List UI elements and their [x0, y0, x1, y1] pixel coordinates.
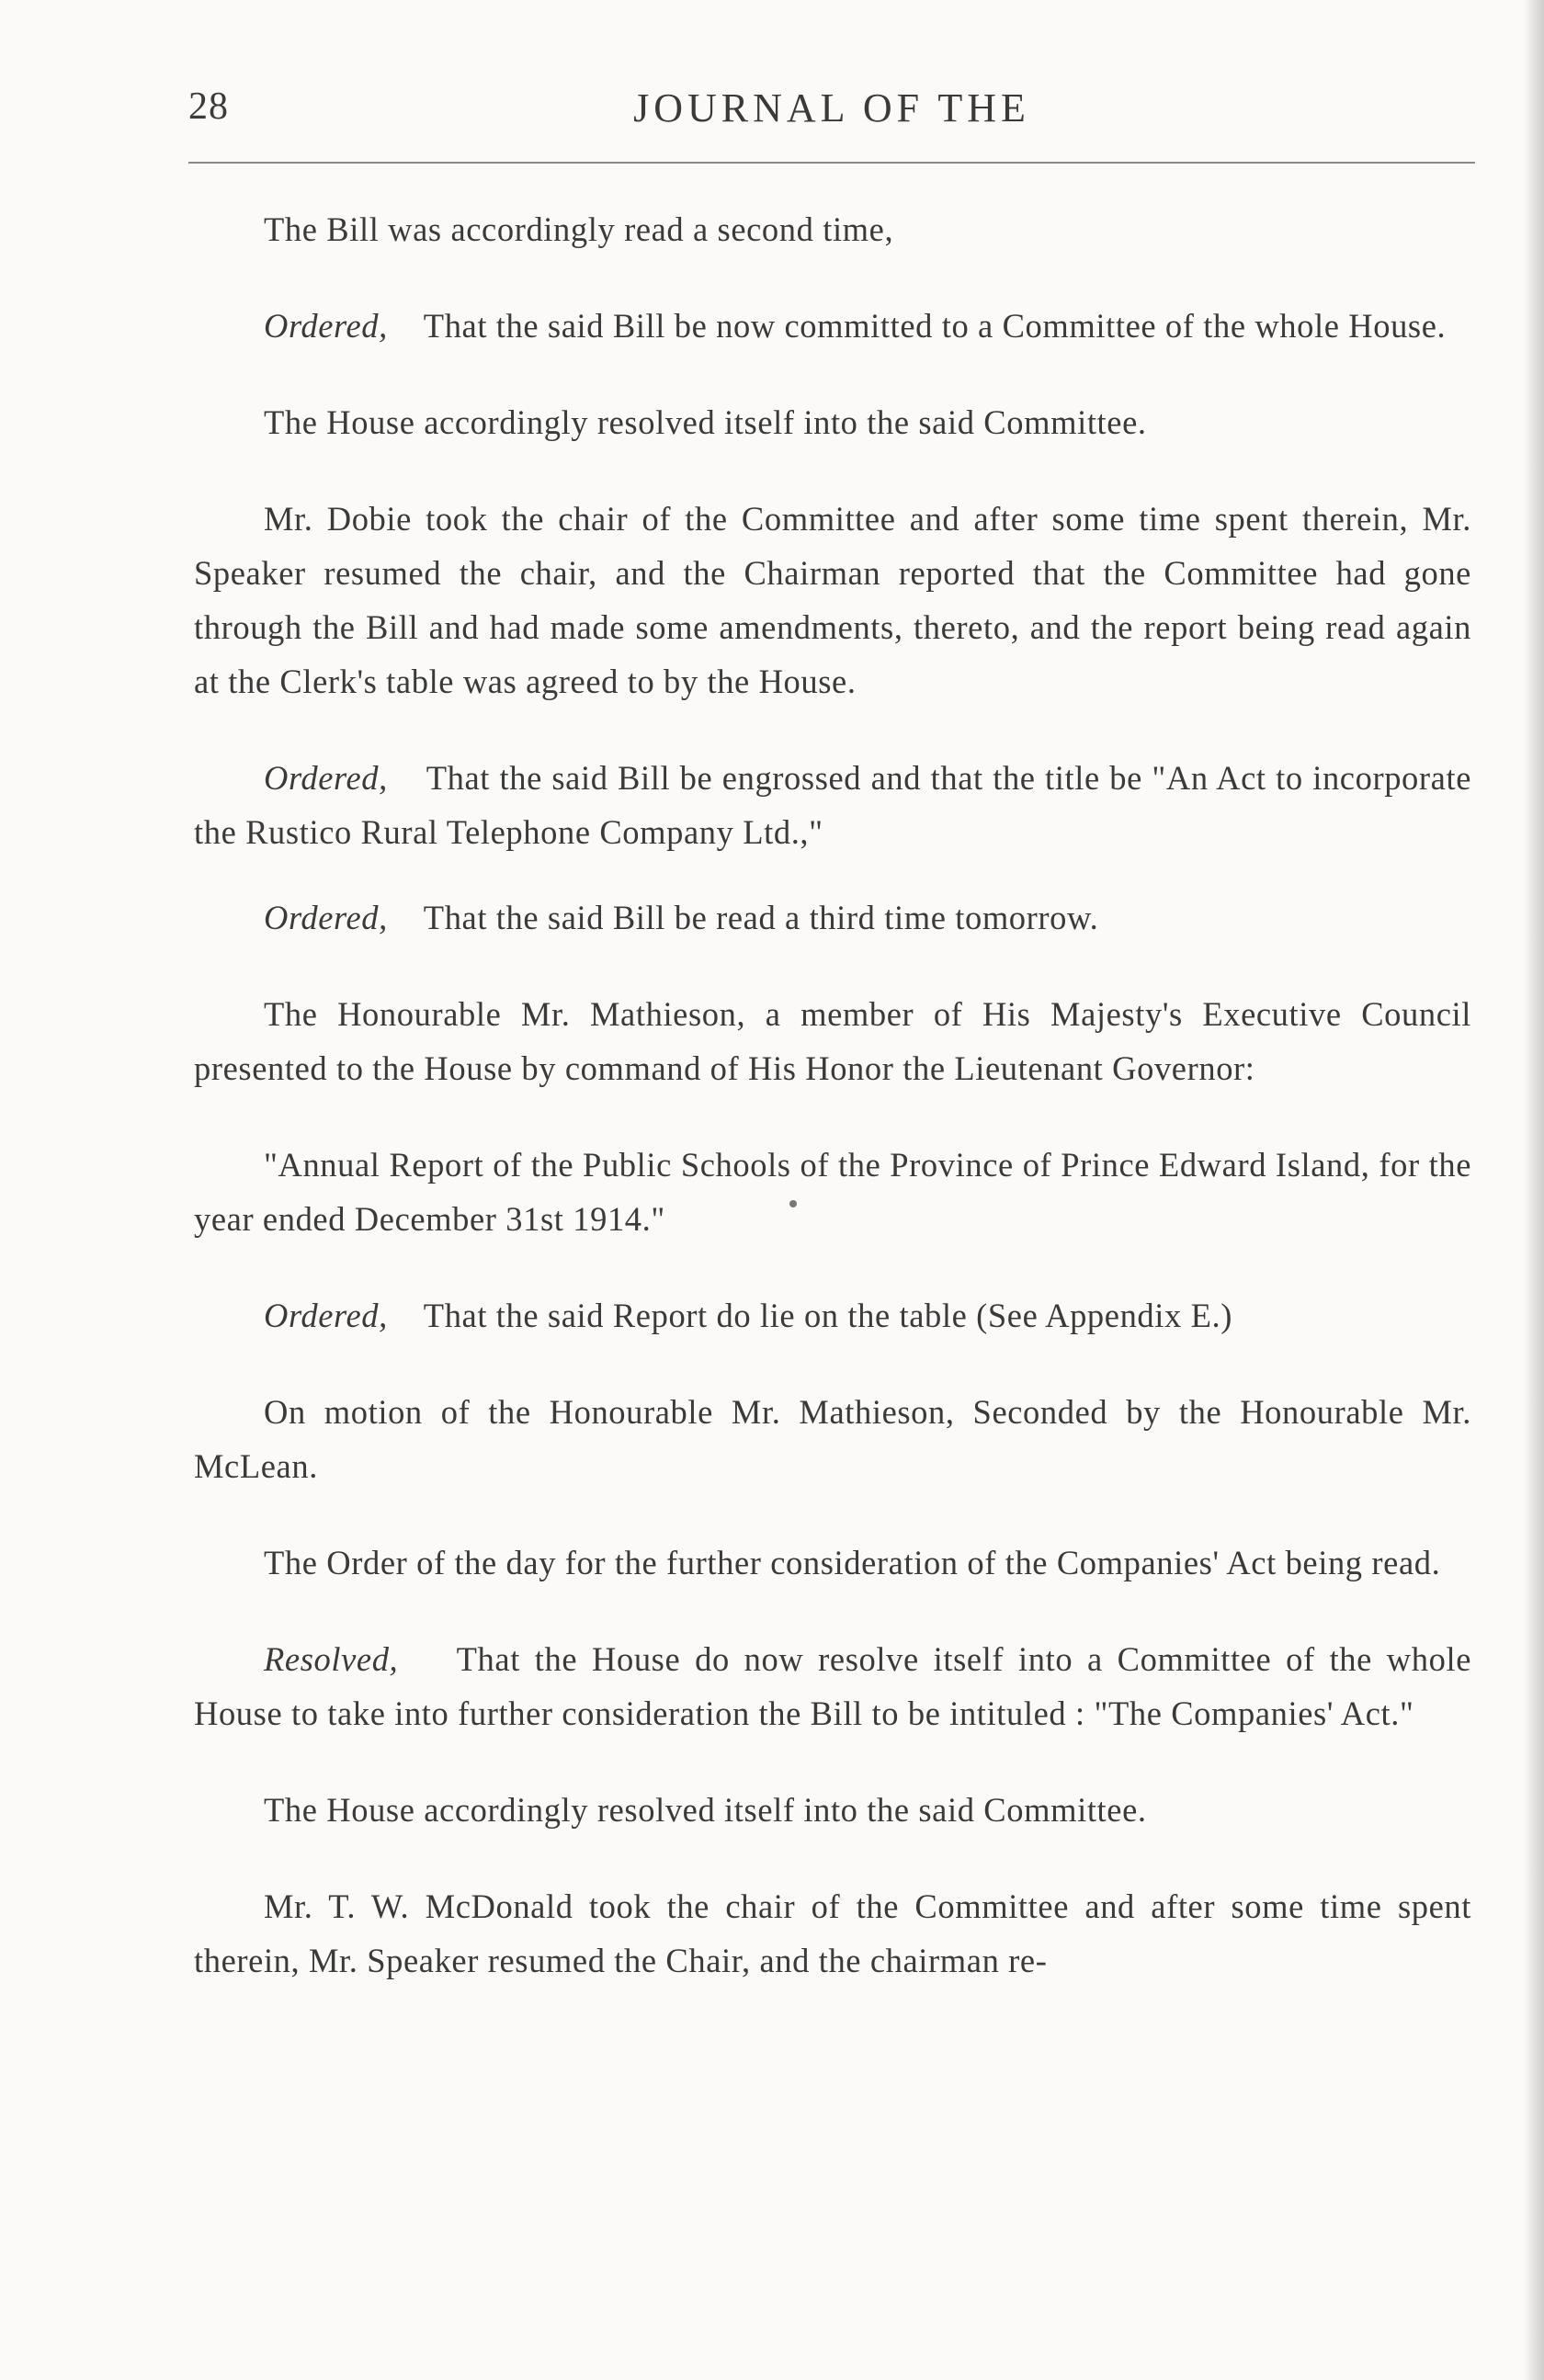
paragraph-second-reading: The Bill was accordingly read a second time, [264, 210, 894, 248]
page-number: 28 [188, 85, 229, 128]
paragraph-mcdonald-committee: Mr. T. W. McDonald took the chair of the Committee and after some time spent therein, Mr. Speaker resumed the Chair, and the chairman re- [194, 1887, 1471, 1979]
paragraph-ordered-third-reading: Ordered, That the said Bill be read a third time tomorrow. [264, 899, 1099, 936]
paragraph-house-resolved: The House accordingly resolved itself into the said Committee. [264, 403, 1147, 441]
paragraph-ordered-committed: Ordered, That the said Bill be now committed to a Committee of the whole House. [264, 307, 1447, 345]
paragraph-annual-report-title: "Annual Report of the Public Schools of the Province of Prince Edward Island, for the year ended December 31st 1914." [194, 1146, 1471, 1238]
paragraph-ordered-lie-on-table: Ordered, That the said Report do lie on the table (See Appendix E.) [264, 1297, 1232, 1334]
page-header [188, 85, 1475, 140]
paragraph-ordered-engrossed: Ordered, That the said Bill be engrossed and that the title be "An Act to incorporate the Rustico Rural Telephone Company Ltd.," [194, 759, 1471, 851]
ordered-label: Ordered, [264, 1297, 388, 1334]
header-rule [188, 162, 1475, 164]
journal-body [194, 202, 1471, 1988]
running-head: JOURNAL OF THE [633, 85, 1030, 130]
paragraph-on-motion: On motion of the Honourable Mr. Mathieson, Seconded by the Honourable Mr. McLean. [194, 1393, 1471, 1485]
paragraph-dobie-committee: Mr. Dobie took the chair of the Committee and after some time spent therein, Mr. Speaker resumed the chair, and the Chairman reported that the Committee had gone through the Bill and had made some amendments, thereto, and the report being read again at the Clerk's table was agreed to by the House. [194, 500, 1471, 700]
resolved-label: Resolved, [264, 1640, 399, 1678]
paragraph-order-of-day: The Order of the day for the further consideration of the Companies' Act being read. [264, 1544, 1441, 1581]
paragraph-mathieson-presented: The Honourable Mr. Mathieson, a member of His Majesty's Executive Council presented to the House by command of His Honor the Lieutenant Governor: [194, 995, 1471, 1087]
ink-speck [789, 1200, 797, 1207]
paragraph-house-resolved-2: The House accordingly resolved itself into the said Committee. [264, 1791, 1147, 1829]
paragraph-resolved: Resolved, That the House do now resolve itself into a Committee of the whole House to take into further consideration the Bill to be intituled : "The Companies' Act." [194, 1640, 1472, 1732]
ordered-label: Ordered, [264, 759, 388, 797]
ordered-label: Ordered, [264, 307, 388, 345]
page-edge-shadow [1524, 0, 1544, 2380]
ordered-label: Ordered, [264, 899, 388, 936]
